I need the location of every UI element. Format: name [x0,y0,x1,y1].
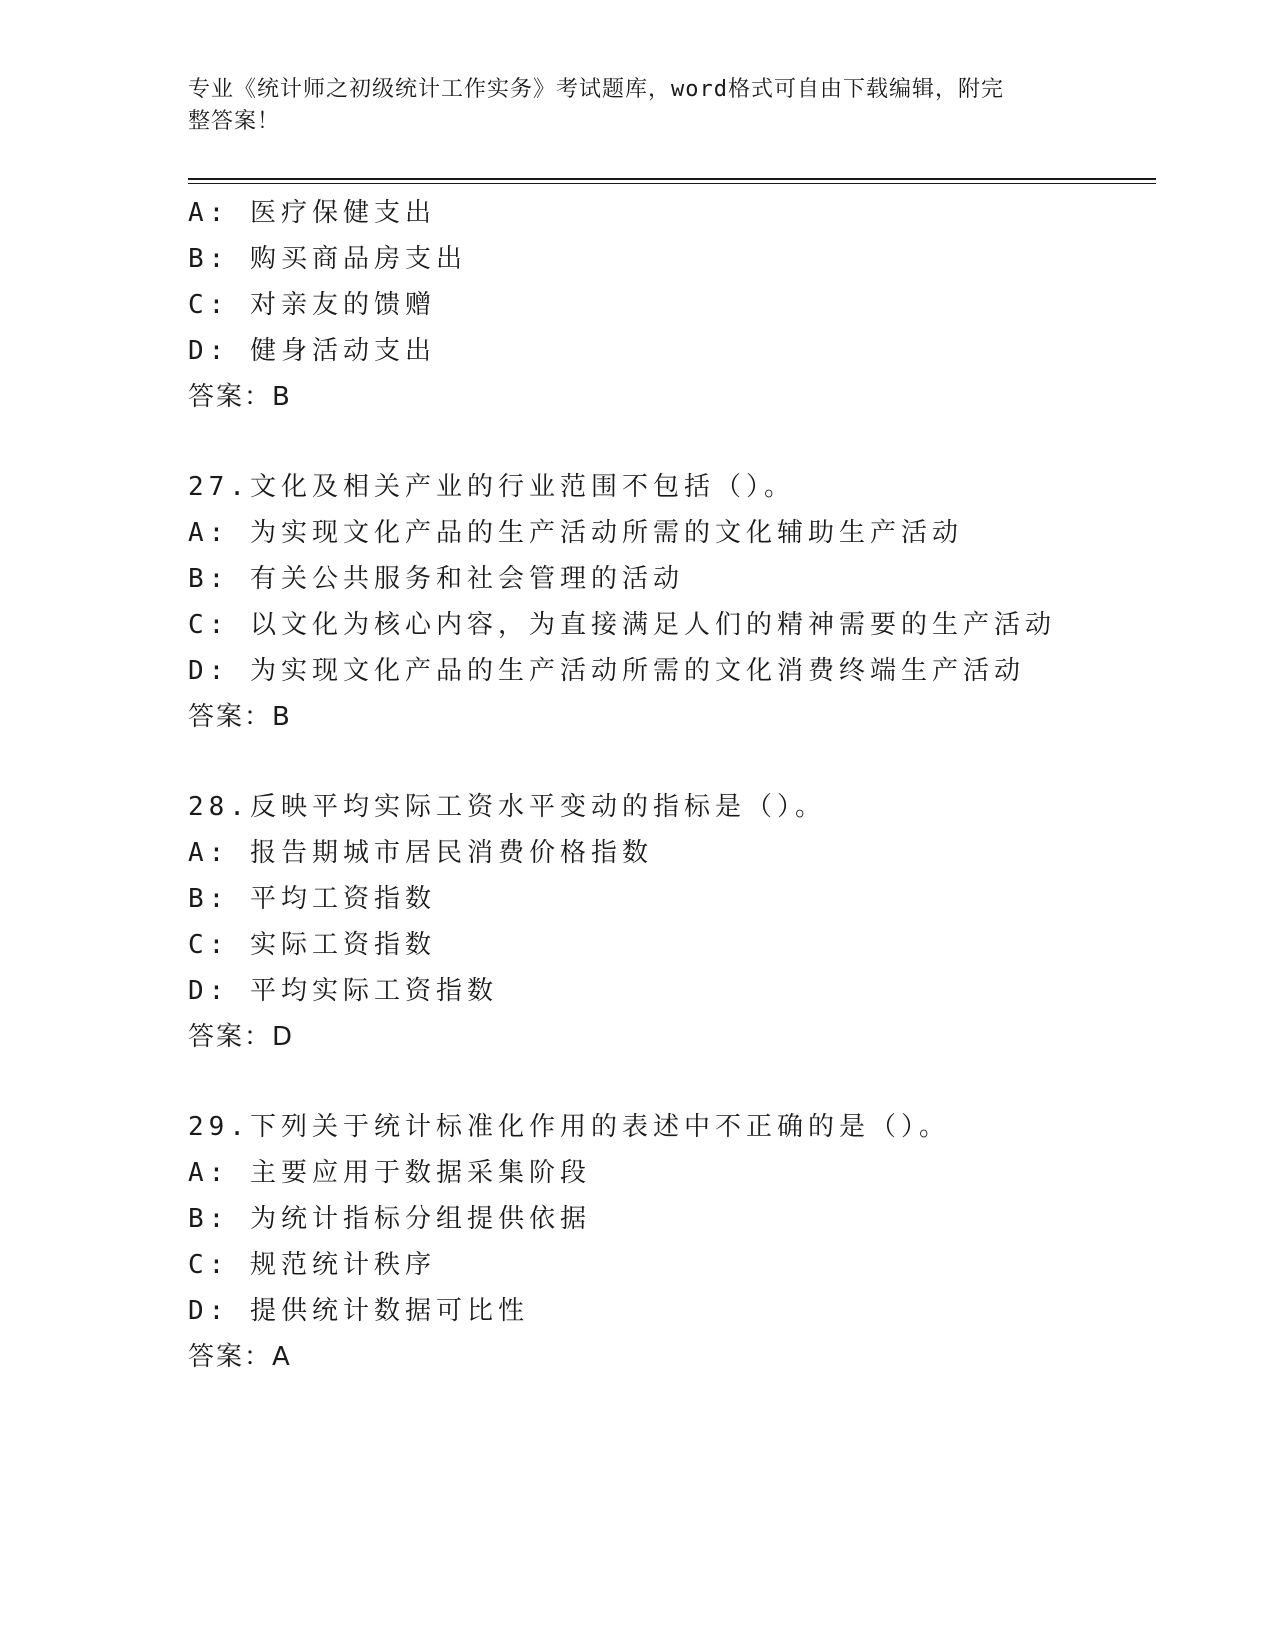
option-a: A: 报告期城市居民消费价格指数 [188,838,653,868]
option-c: C: 以文化为核心内容，为直接满足人们的精神需要的生产活动 [188,610,1056,640]
question-stem: 29.下列关于统计标准化作用的表述中不正确的是（）。 [188,1112,950,1142]
option-b: B: 有关公共服务和社会管理的活动 [188,564,684,594]
spacer [188,420,1148,464]
option-d: D: 健身活动支出 [188,336,436,366]
option-c: C: 规范统计秩序 [188,1250,436,1280]
option-b: B: 为统计指标分组提供依据 [188,1204,591,1234]
answer-line: 答案：A [188,1342,292,1372]
question-29 [188,1104,1148,1380]
header-line-2: 整答案！ [188,109,281,134]
option-b: B: 购买商品房支出 [188,244,467,274]
question-26-continued [188,190,1148,420]
option-a: A: 医疗保健支出 [188,198,436,228]
spacer [188,1060,1148,1104]
option-a: A: 主要应用于数据采集阶段 [188,1158,591,1188]
header-divider-thick [188,178,1156,180]
header-divider-thin [188,183,1156,184]
option-d: D: 为实现文化产品的生产活动所需的文化消费终端生产活动 [188,656,1025,686]
spacer [188,740,1148,784]
answer-line: 答案：D [188,1022,295,1052]
option-a: A: 为实现文化产品的生产活动所需的文化辅助生产活动 [188,518,963,548]
option-d: D: 平均实际工资指数 [188,976,498,1006]
question-28 [188,784,1148,1060]
header-line-1: 专业《统计师之初级统计工作实务》考试题库，word格式可自由下载编辑，附完 [188,77,1004,102]
document-header [188,74,1068,138]
option-b: B: 平均工资指数 [188,884,436,914]
question-27 [188,464,1148,740]
answer-line: 答案：B [188,702,292,732]
answer-line: 答案：B [188,382,292,412]
question-list [188,190,1148,1380]
question-stem: 27.文化及相关产业的行业范围不包括（）。 [188,472,795,502]
option-c: C: 实际工资指数 [188,930,436,960]
option-d: D: 提供统计数据可比性 [188,1296,529,1326]
question-stem: 28.反映平均实际工资水平变动的指标是（）。 [188,792,826,822]
option-c: C: 对亲友的馈赠 [188,290,436,320]
